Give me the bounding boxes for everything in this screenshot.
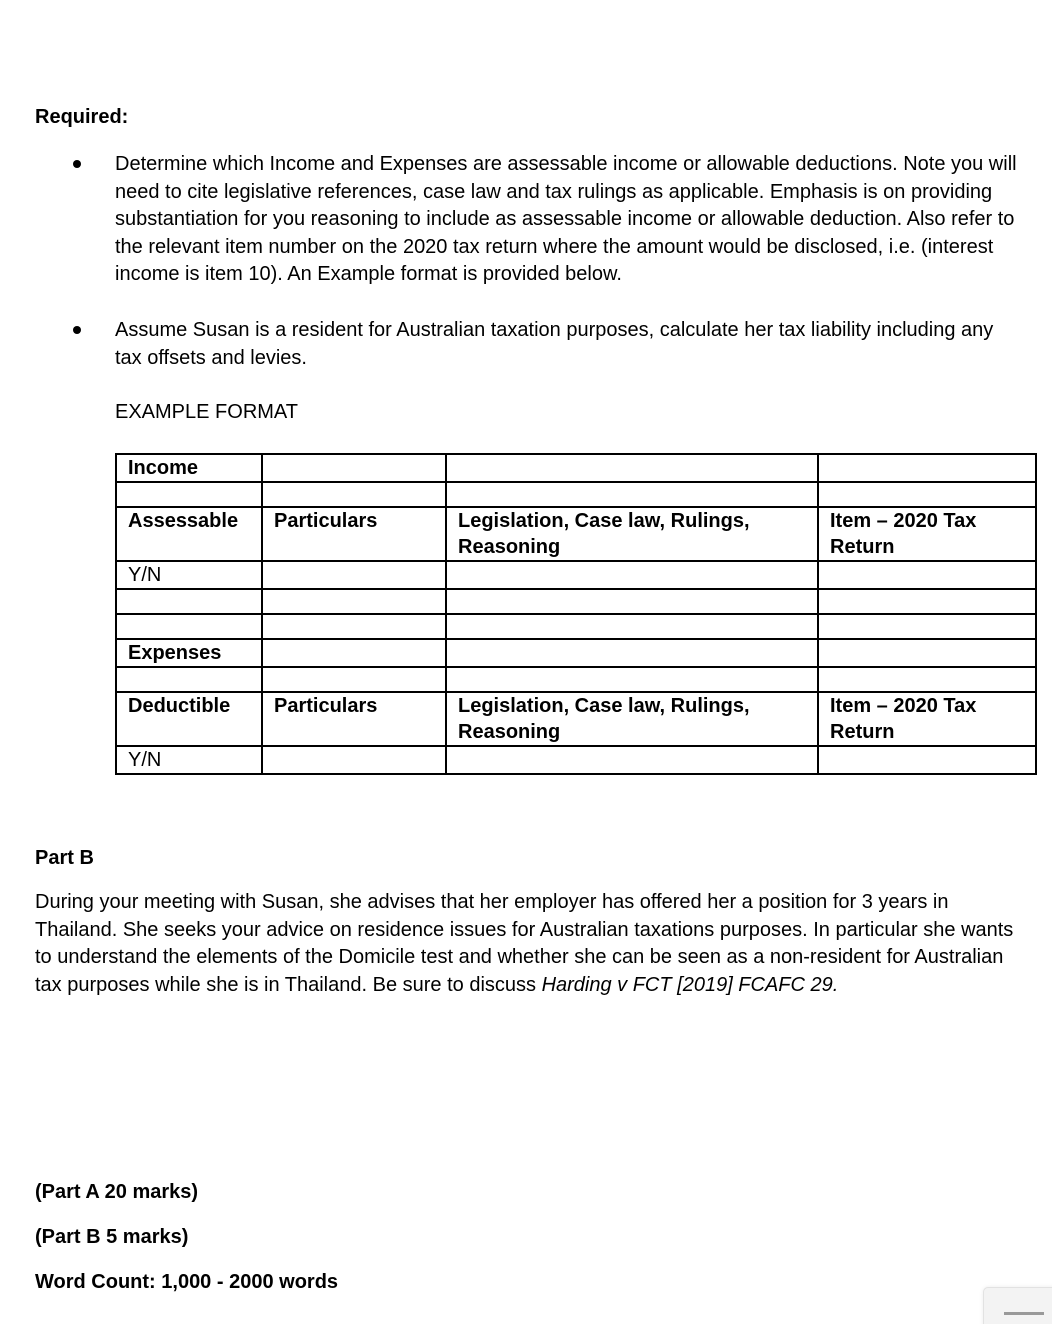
cell-deductible: Deductible <box>116 692 262 746</box>
cell-assessable: Assessable <box>116 507 262 561</box>
cell-yn: Y/N <box>116 561 262 589</box>
minimize-icon <box>1004 1312 1044 1315</box>
part-b-marks: (Part B 5 marks) <box>35 1226 189 1248</box>
cell-legislation-2: Legislation, Case law, Rulings, Reasoning <box>446 692 818 746</box>
cell-yn-2: Y/N <box>116 746 262 774</box>
part-b-text <box>35 889 1030 999</box>
bullet-icon <box>73 326 81 334</box>
example-format-label: EXAMPLE FORMAT <box>115 401 298 423</box>
example-format-table <box>115 453 1037 775</box>
bullet-text-1: Determine which Income and Expenses are assessable income or allowable deductions. Note you will need to cite legislative references, case law and tax rulings as applicable. Emphasis is on providing substantiation for you reasoning to include as assessable income or allowable deduction. Also refer to the relevant item number on the 2020 tax return where the amount would be disclosed, i.e. (interest income is item 10). An Example format is provided below. <box>115 153 1017 285</box>
cell-item: Item – 2020 Tax Return <box>818 507 1036 561</box>
cell-item-2: Item – 2020 Tax Return <box>818 692 1036 746</box>
cell-legislation: Legislation, Case law, Rulings, Reasoning <box>446 507 818 561</box>
word-count: Word Count: 1,000 - 2000 words <box>35 1271 339 1293</box>
cell-expenses: Expenses <box>116 639 262 667</box>
case-citation: Harding v FCT [2019] FCAFC 29. <box>541 973 839 996</box>
part-b-heading: Part B <box>35 847 94 869</box>
cell-particulars-2: Particulars <box>262 692 446 746</box>
bullet-text-2: Assume Susan is a resident for Australian taxation purposes, calculate her tax liability including any tax offsets and levies. <box>115 319 994 369</box>
required-heading: Required: <box>35 106 129 128</box>
minimize-widget-button[interactable] <box>983 1287 1052 1324</box>
part-a-marks: (Part A 20 marks) <box>35 1181 199 1203</box>
part-b-body: During your meeting with Susan, she advises that her employer has offered her a position for 3 years in Thailand. She seeks your advice on residence issues for Australian taxations purposes. In particular she wants to understand the elements of the Domicile test and whether she can be seen as a non-resident for Australian tax purposes while she is in Thailand. Be sure to discuss <box>35 891 1014 996</box>
cell-particulars: Particulars <box>262 507 446 561</box>
bullet-icon <box>73 160 81 168</box>
cell-income: Income <box>116 454 262 482</box>
